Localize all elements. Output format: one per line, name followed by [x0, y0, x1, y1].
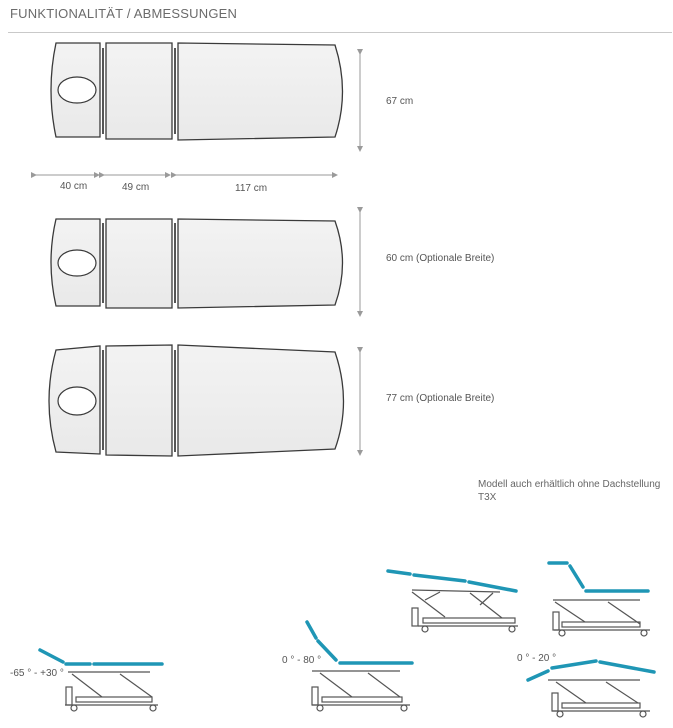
model-note-line2: T3X: [478, 492, 497, 503]
table-top-view-wide: [49, 345, 344, 456]
side-view-leg-20: [528, 661, 654, 717]
body-section: [178, 43, 343, 140]
model-note: [478, 478, 660, 504]
width-label-60: 60 cm (Optionale Breite): [386, 253, 495, 264]
face-hole: [58, 77, 96, 103]
angle-label-head-tilt: -65 ° - +30 °: [10, 668, 64, 679]
side-view-back-80: [307, 622, 412, 711]
length-label-middle: 49 cm: [122, 182, 150, 193]
length-label-body: 117 cm: [235, 183, 268, 194]
angle-label-leg-20: 0 ° - 20 °: [517, 653, 557, 664]
face-hole: [58, 250, 96, 276]
model-note-line1: Modell auch erhältlich ohne Dachstellung: [478, 479, 661, 490]
page-title: FUNKTIONALITÄT / ABMESSUNGEN: [10, 6, 238, 21]
width-label-77: 77 cm (Optionale Breite): [386, 393, 495, 404]
side-view-raised-back: [549, 563, 650, 636]
face-hole: [58, 387, 96, 415]
length-label-head: 40 cm: [60, 181, 88, 192]
angle-label-back-80: 0 ° - 80 °: [282, 655, 322, 666]
side-view-head-tilt: [40, 650, 162, 711]
width-label-67: 67 cm: [386, 96, 414, 107]
table-top-view-narrow: [51, 219, 343, 308]
middle-section: [106, 43, 172, 139]
table-top-view-standard: [51, 43, 343, 140]
side-view-roof-position: [388, 571, 518, 632]
